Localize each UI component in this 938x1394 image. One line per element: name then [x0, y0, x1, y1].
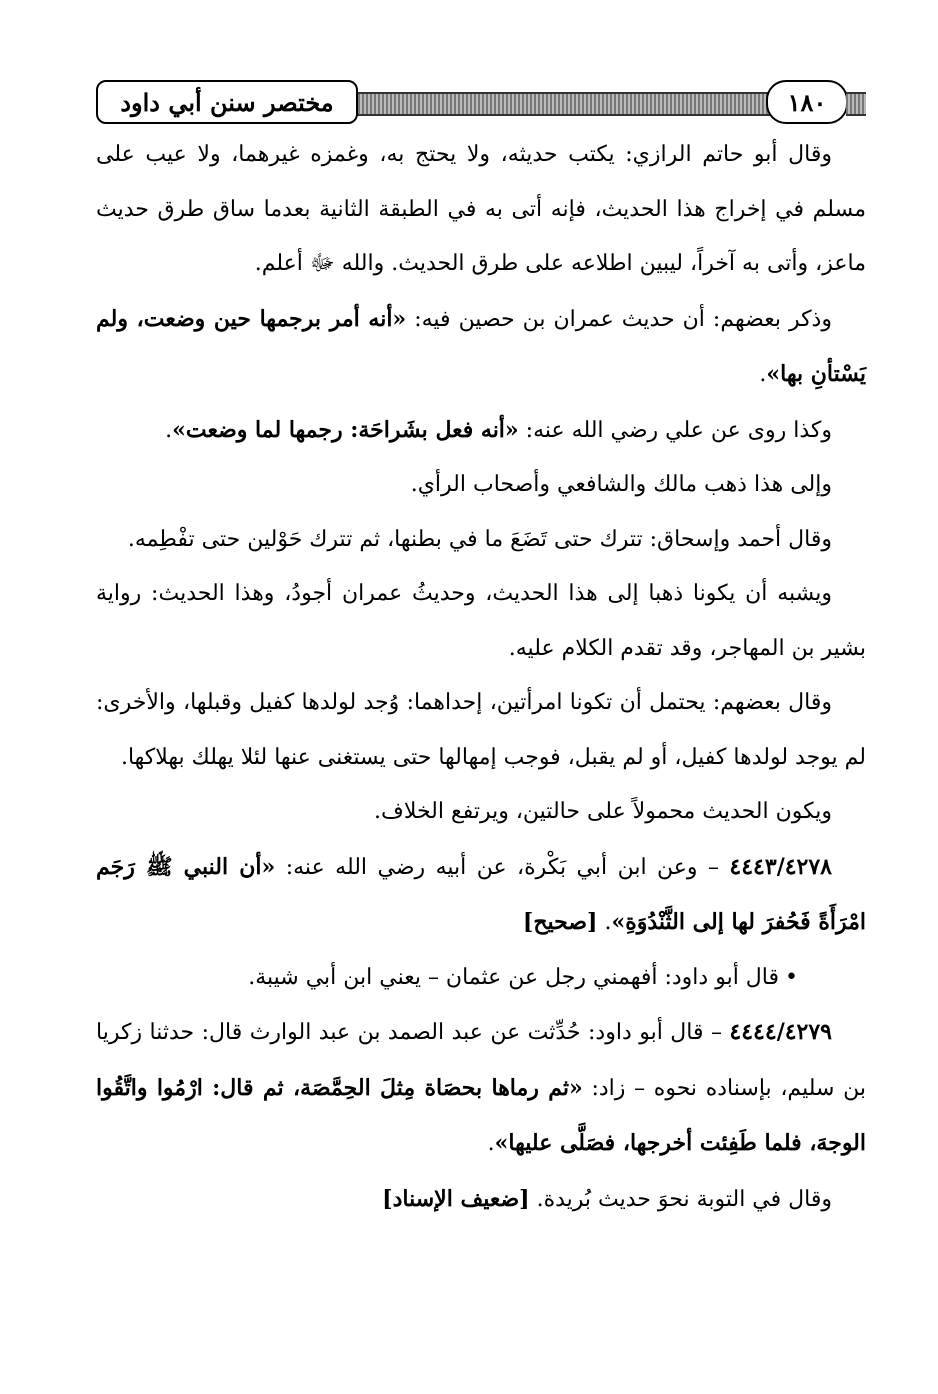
hadith-number: ٤٤٤٤/٤٢٧٩	[729, 1019, 832, 1045]
paragraph-text: .	[487, 1131, 495, 1156]
paragraph	[96, 458, 866, 513]
paragraph-text: ويشبه أن يكونا ذهبا إلى هذا الحديث، وحديثُ عمران أجودُ، وهذا الحديث: رواية بشير بن المهاجر، وقد تقدم الكلام عليه.	[96, 581, 866, 661]
page-header	[96, 80, 866, 124]
book-title: مختصر سنن أبي داود	[96, 80, 358, 124]
paragraph-text: – قال أبو داود: حُدِّثت عن عبد الصمد بن عبد الوارث قال: حدثنا زكريا بن سليم، بإسناده نحوه – زاد:	[96, 1020, 866, 1101]
header-ornament-bar	[346, 92, 776, 116]
paragraph-text: وإلى هذا ذهب مالك والشافعي وأصحاب الرأي.	[410, 472, 832, 497]
hadith-number: ٤٤٤٣/٤٢٧٨	[729, 853, 832, 880]
paragraph	[96, 676, 866, 785]
page-number: ١٨٠	[766, 80, 848, 124]
bullet-icon: •	[785, 964, 798, 990]
paragraph	[96, 785, 866, 840]
paragraph	[96, 1172, 866, 1228]
hadith-quote: «أنه فعل بشَراحَة: رجمها لما وضعت»	[172, 416, 519, 443]
hadith-quote: «ثم رماها بحصَاة مِثلَ الحِمَّصَة، ثم قال: ارْمُوا واتَّقُوا الوجهَ، فلما طَفِئت أخرجها، فصَلَّى عليها»	[96, 1074, 866, 1156]
paragraph-text: – وعن ابن أبي بَكْرة، عن أبيه رضي الله عنه:	[275, 854, 730, 880]
paragraph	[96, 513, 866, 568]
page-body	[96, 128, 866, 1227]
paragraph-text: وذكر بعضهم: أن حديث عمران بن حصين فيه:	[406, 306, 832, 332]
paragraph	[96, 567, 866, 676]
paragraph-text: وكذا روى عن علي رضي الله عنه:	[518, 417, 832, 443]
grading-label: [ضعيف الإسناد]	[382, 1185, 530, 1212]
paragraph-text: وقال أبو حاتم الرازي: يكتب حديثه، ولا يحتج به، وغمزه غيرهما، ولا عيب على مسلم في إخراج هذا الحديث، فإنه أتى به في الطبقة الثانية بعدما ساق طرق حديث ماعز، وأتى به آخراً، ليبين اطلاعه على طرق الحديث. والله ﷻ أعلم.	[96, 142, 866, 276]
paragraph-text: .	[759, 362, 767, 387]
hadith-quote: «أن النبي ﷺ رَجَم امْرَأَةً فَحُفرَ لها إلى الثَّنْدُوَةِ»	[96, 853, 866, 935]
paragraph-text: .	[165, 417, 173, 443]
grading-label: [صحيح]	[522, 909, 598, 935]
paragraph-text: وقال أحمد وإسحاق: تترك حتى تَضَعَ ما في بطنها، ثم تترك حَوْلين حتى تفْطِمه.	[127, 526, 832, 552]
paragraph	[96, 1005, 866, 1172]
paragraph-text: ويكون الحديث محمولاً على حالتين، ويرتفع الخلاف.	[374, 799, 832, 824]
paragraph	[96, 128, 866, 292]
hadith-quote: «أنه أمر برجمها حين وضعت، ولم يَسْتأنِ بها»	[96, 305, 866, 387]
paragraph-text: قال أبو داود: أفهمني رجل عن عثمان – يعني ابن أبي شيبة.	[248, 964, 780, 990]
paragraph	[96, 951, 866, 1006]
paragraph-text: وقال في التوبة نحوَ حديث بُريدة.	[529, 1186, 832, 1212]
paragraph	[96, 292, 866, 403]
header-ornament-end	[846, 92, 866, 116]
paragraph-text: وقال بعضهم: يحتمل أن تكونا امرأتين، إحداهما: وُجد لولدها كفيل وقبلها، والأخرى: لم يوجد لولدها كفيل، أو لم يقبل، فوجب إمهالها حتى يستغنى عنها لئلا يهلك بهلاكها.	[96, 690, 866, 770]
paragraph	[96, 840, 866, 951]
paragraph	[96, 403, 866, 459]
paragraph-text: .	[597, 910, 612, 935]
